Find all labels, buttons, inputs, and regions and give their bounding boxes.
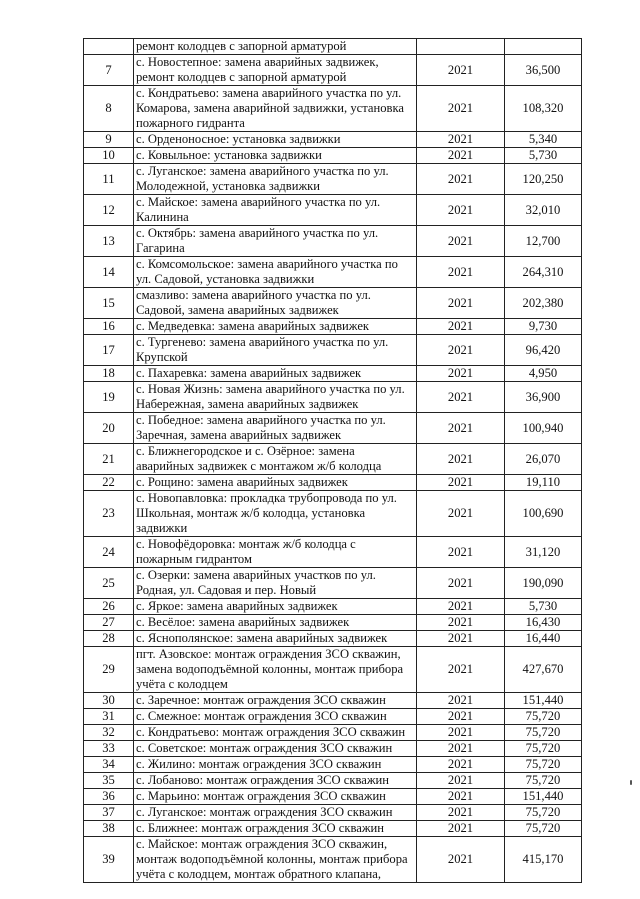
work-description: с. Новая Жизнь: замена аварийного участка по ул. Набережная, замена аварийных задвижек xyxy=(134,382,417,413)
work-description: с. Новостепное: замена аварийных задвижек, ремонт колодцев с запорной арматурой xyxy=(134,55,417,86)
work-description: с. Ближнегородское и с. Озёрное: замена аварийных задвижек с монтажом ж/б колодца xyxy=(134,444,417,475)
work-year: 2021 xyxy=(417,647,505,693)
table-row xyxy=(84,288,582,319)
work-amount: 75,720 xyxy=(505,805,582,821)
work-description: с. Кондратьево: монтаж ограждения ЗСО скважин xyxy=(134,725,417,741)
work-amount: 36,500 xyxy=(505,55,582,86)
work-description: с. Тургенево: замена аварийного участка по ул. Крупской xyxy=(134,335,417,366)
work-year: 2021 xyxy=(417,741,505,757)
row-number: 22 xyxy=(84,475,134,491)
work-year: 2021 xyxy=(417,599,505,615)
work-year: 2021 xyxy=(417,164,505,195)
work-description: с. Яснополянское: замена аварийных задвижек xyxy=(134,631,417,647)
row-number: 21 xyxy=(84,444,134,475)
work-description: с. Луганское: замена аварийного участка по ул. Молодежной, установка задвижки xyxy=(134,164,417,195)
table-row xyxy=(84,773,582,789)
table-row xyxy=(84,837,582,883)
row-number: 34 xyxy=(84,757,134,773)
work-description: с. Весёлое: замена аварийных задвижек xyxy=(134,615,417,631)
table-row xyxy=(84,568,582,599)
row-number: 20 xyxy=(84,413,134,444)
work-amount: 12,700 xyxy=(505,226,582,257)
work-year: 2021 xyxy=(417,805,505,821)
work-year: 2021 xyxy=(417,725,505,741)
work-description: ремонт колодцев с запорной арматурой xyxy=(134,39,417,55)
work-amount: 26,070 xyxy=(505,444,582,475)
row-number: 10 xyxy=(84,148,134,164)
work-amount: 16,430 xyxy=(505,615,582,631)
work-year: 2021 xyxy=(417,335,505,366)
work-description: с. Смежное: монтаж ограждения ЗСО скважин xyxy=(134,709,417,725)
work-year: 2021 xyxy=(417,132,505,148)
work-amount: 151,440 xyxy=(505,693,582,709)
table-row xyxy=(84,741,582,757)
work-description: с. Майское: монтаж ограждения ЗСО скважин, монтаж водоподъёмной колонны, монтаж прибора учёта с колодцем, монтаж обратного клапана, xyxy=(134,837,417,883)
table-row xyxy=(84,789,582,805)
work-amount: 19,110 xyxy=(505,475,582,491)
row-number: 30 xyxy=(84,693,134,709)
work-year: 2021 xyxy=(417,773,505,789)
works-table xyxy=(83,38,582,883)
work-year: 2021 xyxy=(417,195,505,226)
work-year: 2021 xyxy=(417,444,505,475)
work-description: с. Кондратьево: замена аварийного участка по ул. Комарова, замена аварийной задвижки, установка пожарного гидранта xyxy=(134,86,417,132)
table-row xyxy=(84,148,582,164)
work-amount: 75,720 xyxy=(505,725,582,741)
table-row xyxy=(84,55,582,86)
row-number: 9 xyxy=(84,132,134,148)
row-number: 7 xyxy=(84,55,134,86)
work-amount: 151,440 xyxy=(505,789,582,805)
work-description: с. Орденоносное: установка задвижки xyxy=(134,132,417,148)
row-number: 14 xyxy=(84,257,134,288)
row-number: 35 xyxy=(84,773,134,789)
work-amount: 75,720 xyxy=(505,709,582,725)
work-description: с. Майское: замена аварийного участка по ул. Калинина xyxy=(134,195,417,226)
work-amount: 100,690 xyxy=(505,491,582,537)
work-amount: 5,340 xyxy=(505,132,582,148)
work-description: с. Лобаново: монтаж ограждения ЗСО скважин xyxy=(134,773,417,789)
work-year: 2021 xyxy=(417,148,505,164)
work-year: 2021 xyxy=(417,382,505,413)
table-row xyxy=(84,413,582,444)
table-row xyxy=(84,257,582,288)
table-row xyxy=(84,647,582,693)
work-description: с. Новопавловка: прокладка трубопровода по ул. Школьная, монтаж ж/б колодца, установка задвижки xyxy=(134,491,417,537)
work-year: 2021 xyxy=(417,631,505,647)
work-amount: 31,120 xyxy=(505,537,582,568)
work-description: с. Марьино: монтаж ограждения ЗСО скважин xyxy=(134,789,417,805)
work-amount: 190,090 xyxy=(505,568,582,599)
table-row xyxy=(84,335,582,366)
work-description: пгт. Азовское: монтаж ограждения ЗСО скважин, замена водоподъёмной колонны, монтаж прибора учёта с колодцем xyxy=(134,647,417,693)
work-amount: 5,730 xyxy=(505,148,582,164)
work-description: с. Жилино: монтаж ограждения ЗСО скважин xyxy=(134,757,417,773)
row-number: 24 xyxy=(84,537,134,568)
work-description: с. Октябрь: замена аварийного участка по ул. Гагарина xyxy=(134,226,417,257)
work-amount: 427,670 xyxy=(505,647,582,693)
row-number: 17 xyxy=(84,335,134,366)
work-description: с. Комсомольское: замена аварийного участка по ул. Садовой, установка задвижки xyxy=(134,257,417,288)
work-amount: 75,720 xyxy=(505,773,582,789)
table-row xyxy=(84,615,582,631)
work-description: с. Яркое: замена аварийных задвижек xyxy=(134,599,417,615)
row-number: 8 xyxy=(84,86,134,132)
table-row xyxy=(84,444,582,475)
work-year: 2021 xyxy=(417,568,505,599)
work-year: 2021 xyxy=(417,615,505,631)
table-row xyxy=(84,132,582,148)
table-row xyxy=(84,599,582,615)
table-row xyxy=(84,366,582,382)
work-description: с. Ковыльное: установка задвижки xyxy=(134,148,417,164)
work-amount: 9,730 xyxy=(505,319,582,335)
work-year: 2021 xyxy=(417,288,505,319)
row-number: 16 xyxy=(84,319,134,335)
table-row xyxy=(84,319,582,335)
work-description: с. Медведевка: замена аварийных задвижек xyxy=(134,319,417,335)
row-number: 31 xyxy=(84,709,134,725)
work-amount: 264,310 xyxy=(505,257,582,288)
work-year: 2021 xyxy=(417,475,505,491)
row-number: 36 xyxy=(84,789,134,805)
work-amount: 4,950 xyxy=(505,366,582,382)
work-year: 2021 xyxy=(417,366,505,382)
work-year: 2021 xyxy=(417,837,505,883)
table-row xyxy=(84,821,582,837)
work-year: 2021 xyxy=(417,537,505,568)
work-description: с. Рощино: замена аварийных задвижек xyxy=(134,475,417,491)
work-amount: 202,380 xyxy=(505,288,582,319)
table-row xyxy=(84,475,582,491)
table-row xyxy=(84,39,582,55)
work-year: 2021 xyxy=(417,413,505,444)
row-number: 28 xyxy=(84,631,134,647)
work-year: 2021 xyxy=(417,257,505,288)
row-number: 38 xyxy=(84,821,134,837)
row-number: 25 xyxy=(84,568,134,599)
work-year: 2021 xyxy=(417,319,505,335)
row-number: 27 xyxy=(84,615,134,631)
row-number: 29 xyxy=(84,647,134,693)
work-amount: 75,720 xyxy=(505,741,582,757)
row-number: 11 xyxy=(84,164,134,195)
table-row xyxy=(84,195,582,226)
row-number: 13 xyxy=(84,226,134,257)
work-description: с. Озерки: замена аварийных участков по ул. Родная, ул. Садовая и пер. Новый xyxy=(134,568,417,599)
table-row xyxy=(84,725,582,741)
table-row xyxy=(84,491,582,537)
row-number: 23 xyxy=(84,491,134,537)
work-amount: 16,440 xyxy=(505,631,582,647)
table-row xyxy=(84,226,582,257)
work-amount: 36,900 xyxy=(505,382,582,413)
work-amount xyxy=(505,39,582,55)
work-year: 2021 xyxy=(417,86,505,132)
work-amount: 100,940 xyxy=(505,413,582,444)
row-number: 26 xyxy=(84,599,134,615)
row-number: 15 xyxy=(84,288,134,319)
work-amount: 96,420 xyxy=(505,335,582,366)
table-row xyxy=(84,86,582,132)
work-amount: 75,720 xyxy=(505,821,582,837)
table-row xyxy=(84,631,582,647)
table-row xyxy=(84,382,582,413)
row-number: 33 xyxy=(84,741,134,757)
scan-speck xyxy=(630,780,632,785)
work-description: с. Пахаревка: замена аварийных задвижек xyxy=(134,366,417,382)
row-number: 18 xyxy=(84,366,134,382)
work-amount: 5,730 xyxy=(505,599,582,615)
row-number: 19 xyxy=(84,382,134,413)
row-number: 37 xyxy=(84,805,134,821)
work-year: 2021 xyxy=(417,693,505,709)
table-row xyxy=(84,757,582,773)
row-number: 32 xyxy=(84,725,134,741)
work-description: с. Победное: замена аварийного участка по ул. Заречная, замена аварийных задвижек xyxy=(134,413,417,444)
table-row xyxy=(84,709,582,725)
work-year: 2021 xyxy=(417,821,505,837)
work-amount: 415,170 xyxy=(505,837,582,883)
row-number xyxy=(84,39,134,55)
work-description: с. Заречное: монтаж ограждения ЗСО скважин xyxy=(134,693,417,709)
table-row xyxy=(84,693,582,709)
row-number: 39 xyxy=(84,837,134,883)
work-description: с. Советское: монтаж ограждения ЗСО скважин xyxy=(134,741,417,757)
row-number: 12 xyxy=(84,195,134,226)
work-year: 2021 xyxy=(417,226,505,257)
work-year: 2021 xyxy=(417,491,505,537)
table-row xyxy=(84,537,582,568)
work-year: 2021 xyxy=(417,55,505,86)
work-year xyxy=(417,39,505,55)
table-row xyxy=(84,164,582,195)
work-description: смазливо: замена аварийного участка по ул. Садовой, замена аварийных задвижек xyxy=(134,288,417,319)
work-description: с. Новофёдоровка: монтаж ж/б колодца с пожарным гидрантом xyxy=(134,537,417,568)
work-description: с. Луганское: монтаж ограждения ЗСО скважин xyxy=(134,805,417,821)
work-description: с. Ближнее: монтаж ограждения ЗСО скважин xyxy=(134,821,417,837)
work-amount: 120,250 xyxy=(505,164,582,195)
work-amount: 32,010 xyxy=(505,195,582,226)
work-year: 2021 xyxy=(417,757,505,773)
works-table-body xyxy=(84,39,582,883)
work-year: 2021 xyxy=(417,789,505,805)
work-year: 2021 xyxy=(417,709,505,725)
work-amount: 75,720 xyxy=(505,757,582,773)
table-row xyxy=(84,805,582,821)
work-amount: 108,320 xyxy=(505,86,582,132)
